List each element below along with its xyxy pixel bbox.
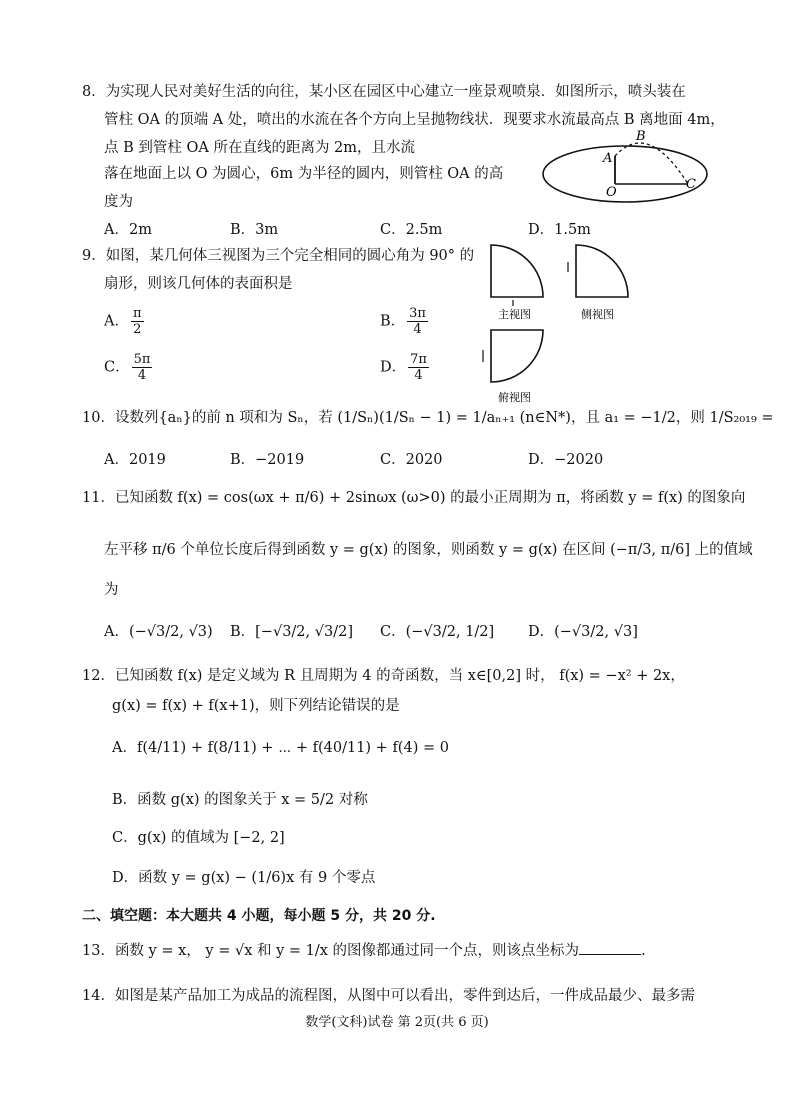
q9-b-den: 4 — [413, 322, 422, 337]
q9-a-letter: A． — [104, 313, 129, 330]
q12-option-d: D．函数 y = g(x) − (1/6)x 有 9 个零点 — [112, 870, 376, 886]
q8-option-c: C．2.5m — [380, 222, 443, 238]
q8-line-4: 落在地面上以 O 为圆心，6m 为半径的圆内，则管柱 OA 的高 — [104, 166, 504, 182]
top-view-label: 俯视图 — [498, 391, 531, 404]
q8-line-3: 点 B 到管柱 OA 所在直线的距离为 2m，且水流 — [104, 140, 416, 156]
q10-option-a: A．2019 — [104, 452, 166, 468]
three-views-figure — [476, 240, 636, 410]
ground-circle — [543, 146, 707, 202]
side-view-label: 侧视图 — [581, 308, 614, 321]
q9-b-letter: B． — [380, 313, 406, 330]
q10-option-d: D．−2020 — [528, 452, 604, 468]
label-a: A — [603, 151, 613, 166]
q13-line — [82, 940, 646, 961]
label-c: C — [686, 177, 696, 192]
q11-line-3: 为 — [104, 582, 119, 598]
q14-line-1: 14．如图是某产品加工为成品的流程图，从图中可以看出，零件到达后，一件成品最少、最多需 — [82, 988, 695, 1004]
q8-option-a: A．2m — [104, 222, 152, 238]
q9-line-1: 9．如图，某几何体三视图为三个完全相同的圆心角为 90° 的 — [82, 248, 475, 264]
fountain-figure — [540, 126, 720, 206]
q11-line-2: 左平移 π/6 个单位长度后得到函数 y = g(x) 的图象，则函数 y = g(x) 在区间 (−π/3, π/6] 上的值域 — [104, 542, 753, 558]
q10-line-1 — [82, 408, 774, 428]
q9-d-letter: D． — [380, 359, 407, 376]
q13-period: . — [641, 943, 646, 959]
front-view-label: 主视图 — [498, 308, 531, 321]
q8-line-2: 管柱 OA 的顶端 A 处，喷出的水流在各个方向上呈抛物线状．现要求水流最高点 B 离地面 4m， — [104, 112, 725, 128]
label-b: B — [636, 129, 646, 144]
q11-option-c: C．(−√3/2, 1/2] — [380, 624, 495, 640]
label-o: O — [606, 185, 617, 200]
q8-line-1: 8．为实现人民对美好生活的向往，某小区在园区中心建立一座景观喷泉．如图所示，喷头装在 — [82, 84, 686, 100]
q9-option-d — [380, 352, 431, 383]
q9-d-den: 4 — [414, 368, 423, 383]
q12-option-b: B．函数 g(x) 的图象关于 x = 5/2 对称 — [112, 792, 368, 808]
q10-line-1b: (1/Sₙ)(1/Sₙ − 1) = 1/aₙ₊₁ (n∈N*)，且 a₁ = −1/2，则 1/S₂₀₁₉ = — [337, 410, 774, 426]
q9-line-2: 扇形，则该几何体的表面积是 — [104, 276, 293, 292]
top-view — [483, 330, 543, 404]
q9-a-den: 2 — [133, 322, 142, 337]
q13-answer-blank — [579, 940, 641, 955]
q9-b-num: 3π — [409, 306, 426, 321]
q9-c-num: 5π — [133, 352, 151, 367]
q12-option-a: A．f(4/11) + f(8/11) + ⋯ + f(40/11) + f(4) = 0 — [112, 740, 449, 756]
q9-a-num: π — [132, 306, 142, 321]
q12-option-c: C．g(x) 的值域为 [−2, 2] — [112, 830, 285, 846]
q8-option-d: D．1.5m — [528, 222, 591, 238]
q9-option-b — [380, 306, 430, 337]
q10-line-1a: 10．设数列{aₙ}的前 n 项和为 Sₙ，若 — [82, 410, 333, 426]
q8-line-5: 度为 — [104, 194, 133, 210]
q10-option-b: B．−2019 — [230, 452, 305, 468]
q11-option-d: D．(−√3/2, √3] — [528, 624, 638, 640]
q11-line-1: 11．已知函数 f(x) = cos(ωx + π/6) + 2sinωx (ω>0) 的最小正周期为 π，将函数 y = f(x) 的图象向 — [82, 490, 746, 506]
q11-option-a: A．(−√3/2, √3) — [104, 624, 213, 640]
side-view — [568, 245, 628, 321]
q9-c-letter: C． — [104, 359, 130, 376]
front-view — [491, 245, 543, 321]
q12-line-2: g(x) = f(x) + f(x+1)，则下列结论错误的是 — [112, 698, 400, 714]
q8-option-b: B．3m — [230, 222, 279, 238]
q13-text: 13．函数 y = x， y = √x 和 y = 1/x 的图像都通过同一个点，则该点坐标为 — [82, 943, 580, 959]
page-footer: 数学(文科)试卷 第 2页(共 6 页) — [305, 1015, 489, 1030]
q11-option-b: B．[−√3/2, √3/2] — [230, 624, 353, 640]
q9-c-den: 4 — [137, 368, 147, 383]
section-2-heading: 二、填空题：本大题共 4 小题，每小题 5 分，共 20 分. — [82, 908, 436, 924]
water-parabola — [615, 143, 688, 184]
q10-option-c: C．2020 — [380, 452, 443, 468]
q9-option-c — [104, 352, 154, 383]
q12-line-1: 12．已知函数 f(x) 是定义域为 R 且周期为 4 的奇函数，当 x∈[0,2] 时， f(x) = −x² + 2x， — [82, 668, 685, 684]
q9-option-a — [104, 306, 146, 337]
q9-d-num: 7π — [410, 352, 427, 367]
